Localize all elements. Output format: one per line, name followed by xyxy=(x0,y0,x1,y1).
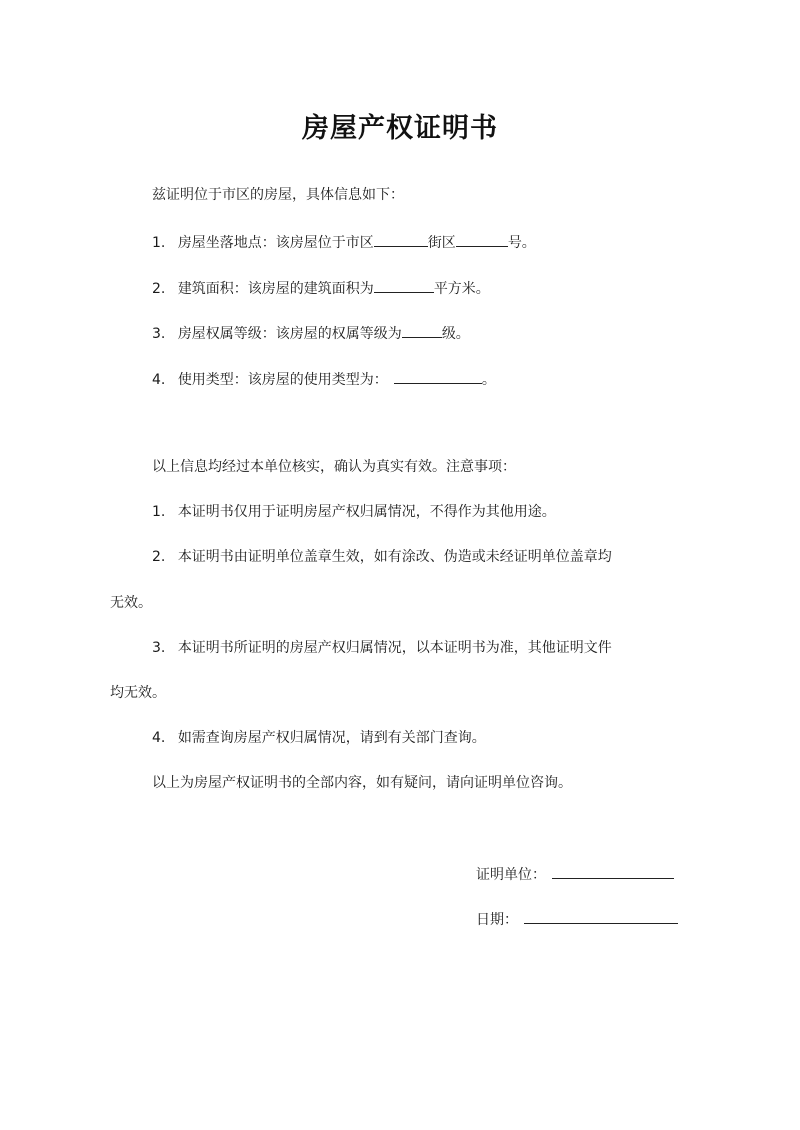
note-3-num: 3. xyxy=(152,640,166,656)
info-item-2-text-b: 平方米。 xyxy=(433,281,490,297)
note-3-text: 本证明书所证明的房屋产权归属情况，以本证明书为准，其他证明文件 xyxy=(177,640,612,656)
info-item-4-text-a: 使用类型：该房屋的使用类型为： xyxy=(177,372,388,388)
note-4-text: 如需查询房屋产权归属情况，请到有关部门查询。 xyxy=(177,730,486,746)
issuing-unit-label: 证明单位： xyxy=(476,867,546,883)
info-item-4 xyxy=(152,368,496,390)
issuing-unit-row xyxy=(476,863,674,885)
area-blank xyxy=(374,277,434,293)
note-2-continuation: 无效。 xyxy=(110,595,152,611)
note-3 xyxy=(152,638,612,658)
date-blank xyxy=(524,908,678,924)
info-item-2 xyxy=(152,277,490,299)
note-2 xyxy=(152,547,612,567)
info-item-1-text-b: 街区 xyxy=(427,235,456,251)
info-item-3-text-b: 级。 xyxy=(441,326,470,342)
closing-text: 以上为房屋产权证明书的全部内容，如有疑问，请向证明单位咨询。 xyxy=(152,775,572,791)
info-item-4-text-b: 。 xyxy=(481,372,496,388)
info-item-1-num: 1. xyxy=(152,235,166,251)
note-3-continuation: 均无效。 xyxy=(110,685,166,701)
info-item-3 xyxy=(152,322,470,344)
info-item-3-num: 3. xyxy=(152,326,166,342)
info-item-2-text-a: 建筑面积：该房屋的建筑面积为 xyxy=(177,281,374,297)
grade-blank xyxy=(402,322,442,338)
info-item-1-text-c: 号。 xyxy=(507,235,536,251)
page-title: 房屋产权证明书 xyxy=(302,113,498,144)
info-item-2-num: 2. xyxy=(152,281,166,297)
date-row xyxy=(476,908,678,930)
number-blank xyxy=(456,231,508,247)
note-1-text: 本证明书仅用于证明房屋产权归属情况，不得作为其他用途。 xyxy=(177,504,556,520)
issuing-unit-blank xyxy=(552,863,674,879)
district-blank xyxy=(374,231,428,247)
note-2-text: 本证明书由证明单位盖章生效，如有涂改、伪造或未经证明单位盖章均 xyxy=(177,549,612,565)
info-item-1 xyxy=(152,231,536,253)
intro-text: 兹证明位于市区的房屋，具体信息如下： xyxy=(152,187,404,203)
note-4 xyxy=(152,728,486,748)
date-label: 日期： xyxy=(476,912,518,928)
note-2-num: 2. xyxy=(152,549,166,565)
info-item-3-text-a: 房屋权属等级：该房屋的权属等级为 xyxy=(177,326,402,342)
info-item-1-text-a: 房屋坐落地点：该房屋位于市区 xyxy=(177,235,374,251)
info-item-4-num: 4. xyxy=(152,372,166,388)
note-1 xyxy=(152,502,556,522)
note-4-num: 4. xyxy=(152,730,166,746)
verification-text: 以上信息均经过本单位核实，确认为真实有效。注意事项： xyxy=(152,459,516,475)
usage-type-blank xyxy=(394,368,482,384)
note-1-num: 1. xyxy=(152,504,166,520)
